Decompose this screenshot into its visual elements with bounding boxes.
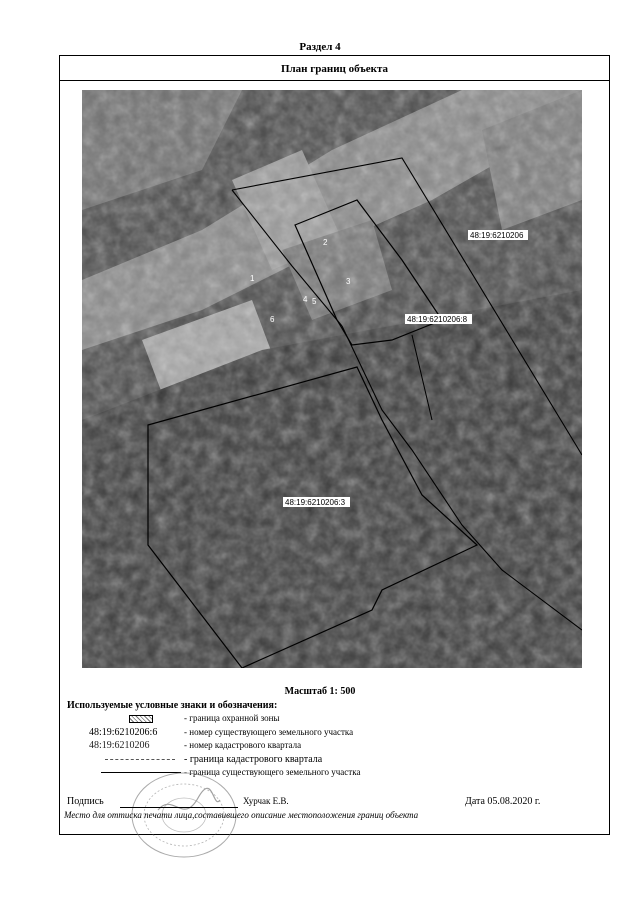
legend-symbol-parcel-number: 48:19:6210206:6 [89,727,158,738]
legend-symbol-protection-zone [87,713,197,726]
legend-item [67,754,587,767]
stamp-footnote: Место для оттиска печати лица,составившего описание местоположения границ объекта [64,810,419,820]
map-scale: Масштаб 1: 500 [284,686,356,697]
legend-symbol-quarter-boundary [87,754,197,767]
aerial-map [82,90,582,668]
page-title: План границ объекта [60,56,609,81]
point-label: 5 [312,297,317,306]
legend-item [67,727,587,740]
photo-grain [82,90,582,668]
document-date: Дата 05.08.2020 г. [465,796,541,807]
legend-text: - номер существующего земельного участка [184,727,354,737]
north-arrow [70,91,84,161]
legend-text: - граница существующего земельного участка [184,767,361,777]
signature-row [67,796,567,810]
legend-text: - граница охранной зоны [184,713,280,723]
signature-line [120,807,238,808]
signer-name: Хурчак Е.В. [243,796,289,806]
legend-item [67,713,587,726]
section-heading: Раздел 4 [299,41,341,53]
quarter-label: 48:19:6210206 [470,231,524,240]
legend-text: - номер кадастрового квартала [184,740,302,750]
point-label: 6 [270,315,275,324]
signature-label: Подпись [67,796,104,807]
legend-title: Используемые условные знаки и обозначения: [67,700,278,711]
point-label: 3 [346,277,351,286]
legend-item [67,740,587,753]
compass-north-label: С [71,90,77,99]
legend-symbol-quarter-number: 48:19:6210206 [89,740,150,751]
point-label: 2 [323,238,328,247]
parcel-label: 48:19:6210206:3 [285,498,346,507]
legend-text: - граница кадастрового квартала [184,754,323,765]
point-label: 4 [303,295,308,304]
compass-south-label: Ю [71,150,80,159]
point-label: 1 [250,274,255,283]
parcel-label: 48:19:6210206:8 [407,315,468,324]
